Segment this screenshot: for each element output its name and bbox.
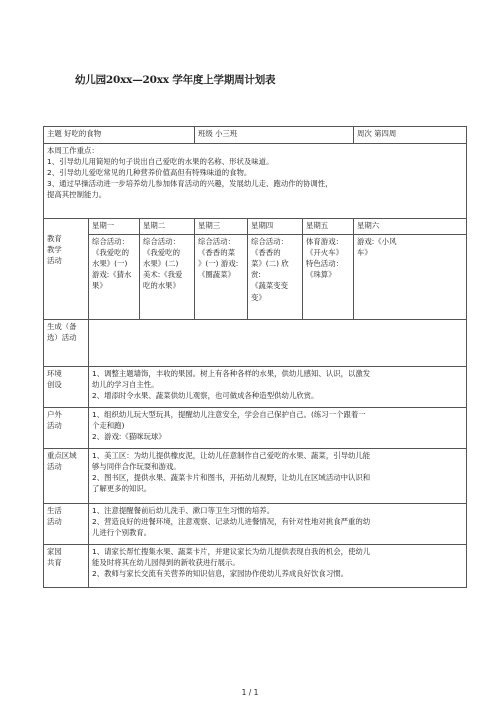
home-school-content: 1、请家长帮忙搜集水果、蔬菜卡片，并建议家长为幼儿提供表现自我的机会，使幼儿 能及时将其在幼儿园得到的新收获进行展示。 2、教师与家长交流有关营养的知识信息，家园协作使幼儿养成良好饮食习惯。 [89,545,467,588]
focus-item: 2、引导幼儿爱吃常见的几种营养价值高但有特殊味道的食物。 [47,168,252,178]
environment-row [44,367,467,408]
key-area-label: 重点区域 活动 [44,449,89,504]
day-thursday: 星期四 [248,219,303,235]
theme-cell: 主题 好吃的食物 [44,127,195,144]
week-cell: 周次 第四周 [354,127,467,144]
teaching-wednesday: 综合活动： 《香香的菜 》(一) 游戏: 《圈蔬菜》 [195,235,248,320]
teaching-saturday: 游戏:《小风 车》 [354,235,467,320]
environment-content: 1、调整主题墙饰，丰收的果园。树上有各种各样的水果，供幼儿感知、认识，以激发 幼儿的学习自主性。 2、增添时令水果、蔬菜供幼儿观察，也可做成各种造型供幼儿欣赏。 [89,367,467,408]
day-header-row [44,219,467,235]
generated-activity-label: 生成（备 选）活动 [44,320,89,367]
teaching-monday: 综合活动： 《我爱吃的 水果》(一) 游戏:《猜水 果》 [89,235,140,320]
teaching-thursday: 综合活动： 《香香的 菜》(二) 欣 赏: 《蔬菜变变 变》 [248,235,303,320]
day-saturday: 星期六 [354,219,467,235]
teaching-friday: 体育游戏： 《开火车》 特色活动： 《珠算》 [303,235,354,320]
daily-life-label: 生活 活动 [44,504,89,545]
outdoor-label: 户外 活动 [44,408,89,449]
focus-row [44,144,467,219]
day-wednesday: 星期三 [195,219,248,235]
class-cell: 班级 小三班 [195,127,354,144]
generated-activity-content [89,320,467,367]
focus-item: 1、引导幼儿用简短的句子说出自己爱吃的水果的名称、形状及味道。 [47,157,274,167]
focus-item: 提高其控制能力。 [47,190,107,200]
teaching-tuesday: 综合活动： 《我爱吃的 水果》(二) 美术:《我爱 吃的水果》 [140,235,195,320]
focus-cell [44,144,467,219]
daily-life-content: 1、注意提醒餐前后幼儿洗手、漱口等卫生习惯的培养。 2、营造良好的进餐环境，注意观察、记录幼儿进餐情况，有针对性地对挑食严重的幼 儿进行个别教育。 [89,504,467,545]
teaching-label: 教育 教学 活动 [44,219,89,320]
day-tuesday: 星期二 [140,219,195,235]
day-monday: 星期一 [89,219,140,235]
key-area-row [44,449,467,504]
teaching-row [44,235,467,320]
key-area-content: 1、美工区：为幼儿提供橡皮泥，让幼儿任意制作自己爱吃的水果、蔬菜，引导幼儿能 够与同伴合作玩耍和游戏。 2、图书区，提供水果、蔬菜卡片和图书，开拓幼儿视野，让幼儿在区域活动中认识和 了解更多的知识。 [89,449,467,504]
outdoor-content: 1、组织幼儿玩大型玩具，提醒幼儿注意安全，学会自己保护自己。(练习一个跟着一 个走和跑) 2、游戏:《猫咪玩球》 [89,408,467,449]
daily-life-row [44,504,467,545]
home-school-label: 家园 共育 [44,545,89,588]
generated-activity-row [44,320,467,367]
outdoor-row [44,408,467,449]
focus-heading: 本周工作重点： [47,146,99,155]
environment-label: 环境 创设 [44,367,89,408]
page-title: 幼儿园20xx—20xx 学年度上学期周计划表 [75,74,276,86]
home-school-row [44,545,467,588]
weekly-plan-table [43,126,467,588]
header-row [44,127,467,144]
page-number: 1 / 1 [241,688,259,697]
day-friday: 星期五 [303,219,354,235]
focus-item: 3、通过早操活动进一步培养幼儿参加体育活动的兴趣，发展幼儿走、跑动作的协调性， [47,179,333,189]
